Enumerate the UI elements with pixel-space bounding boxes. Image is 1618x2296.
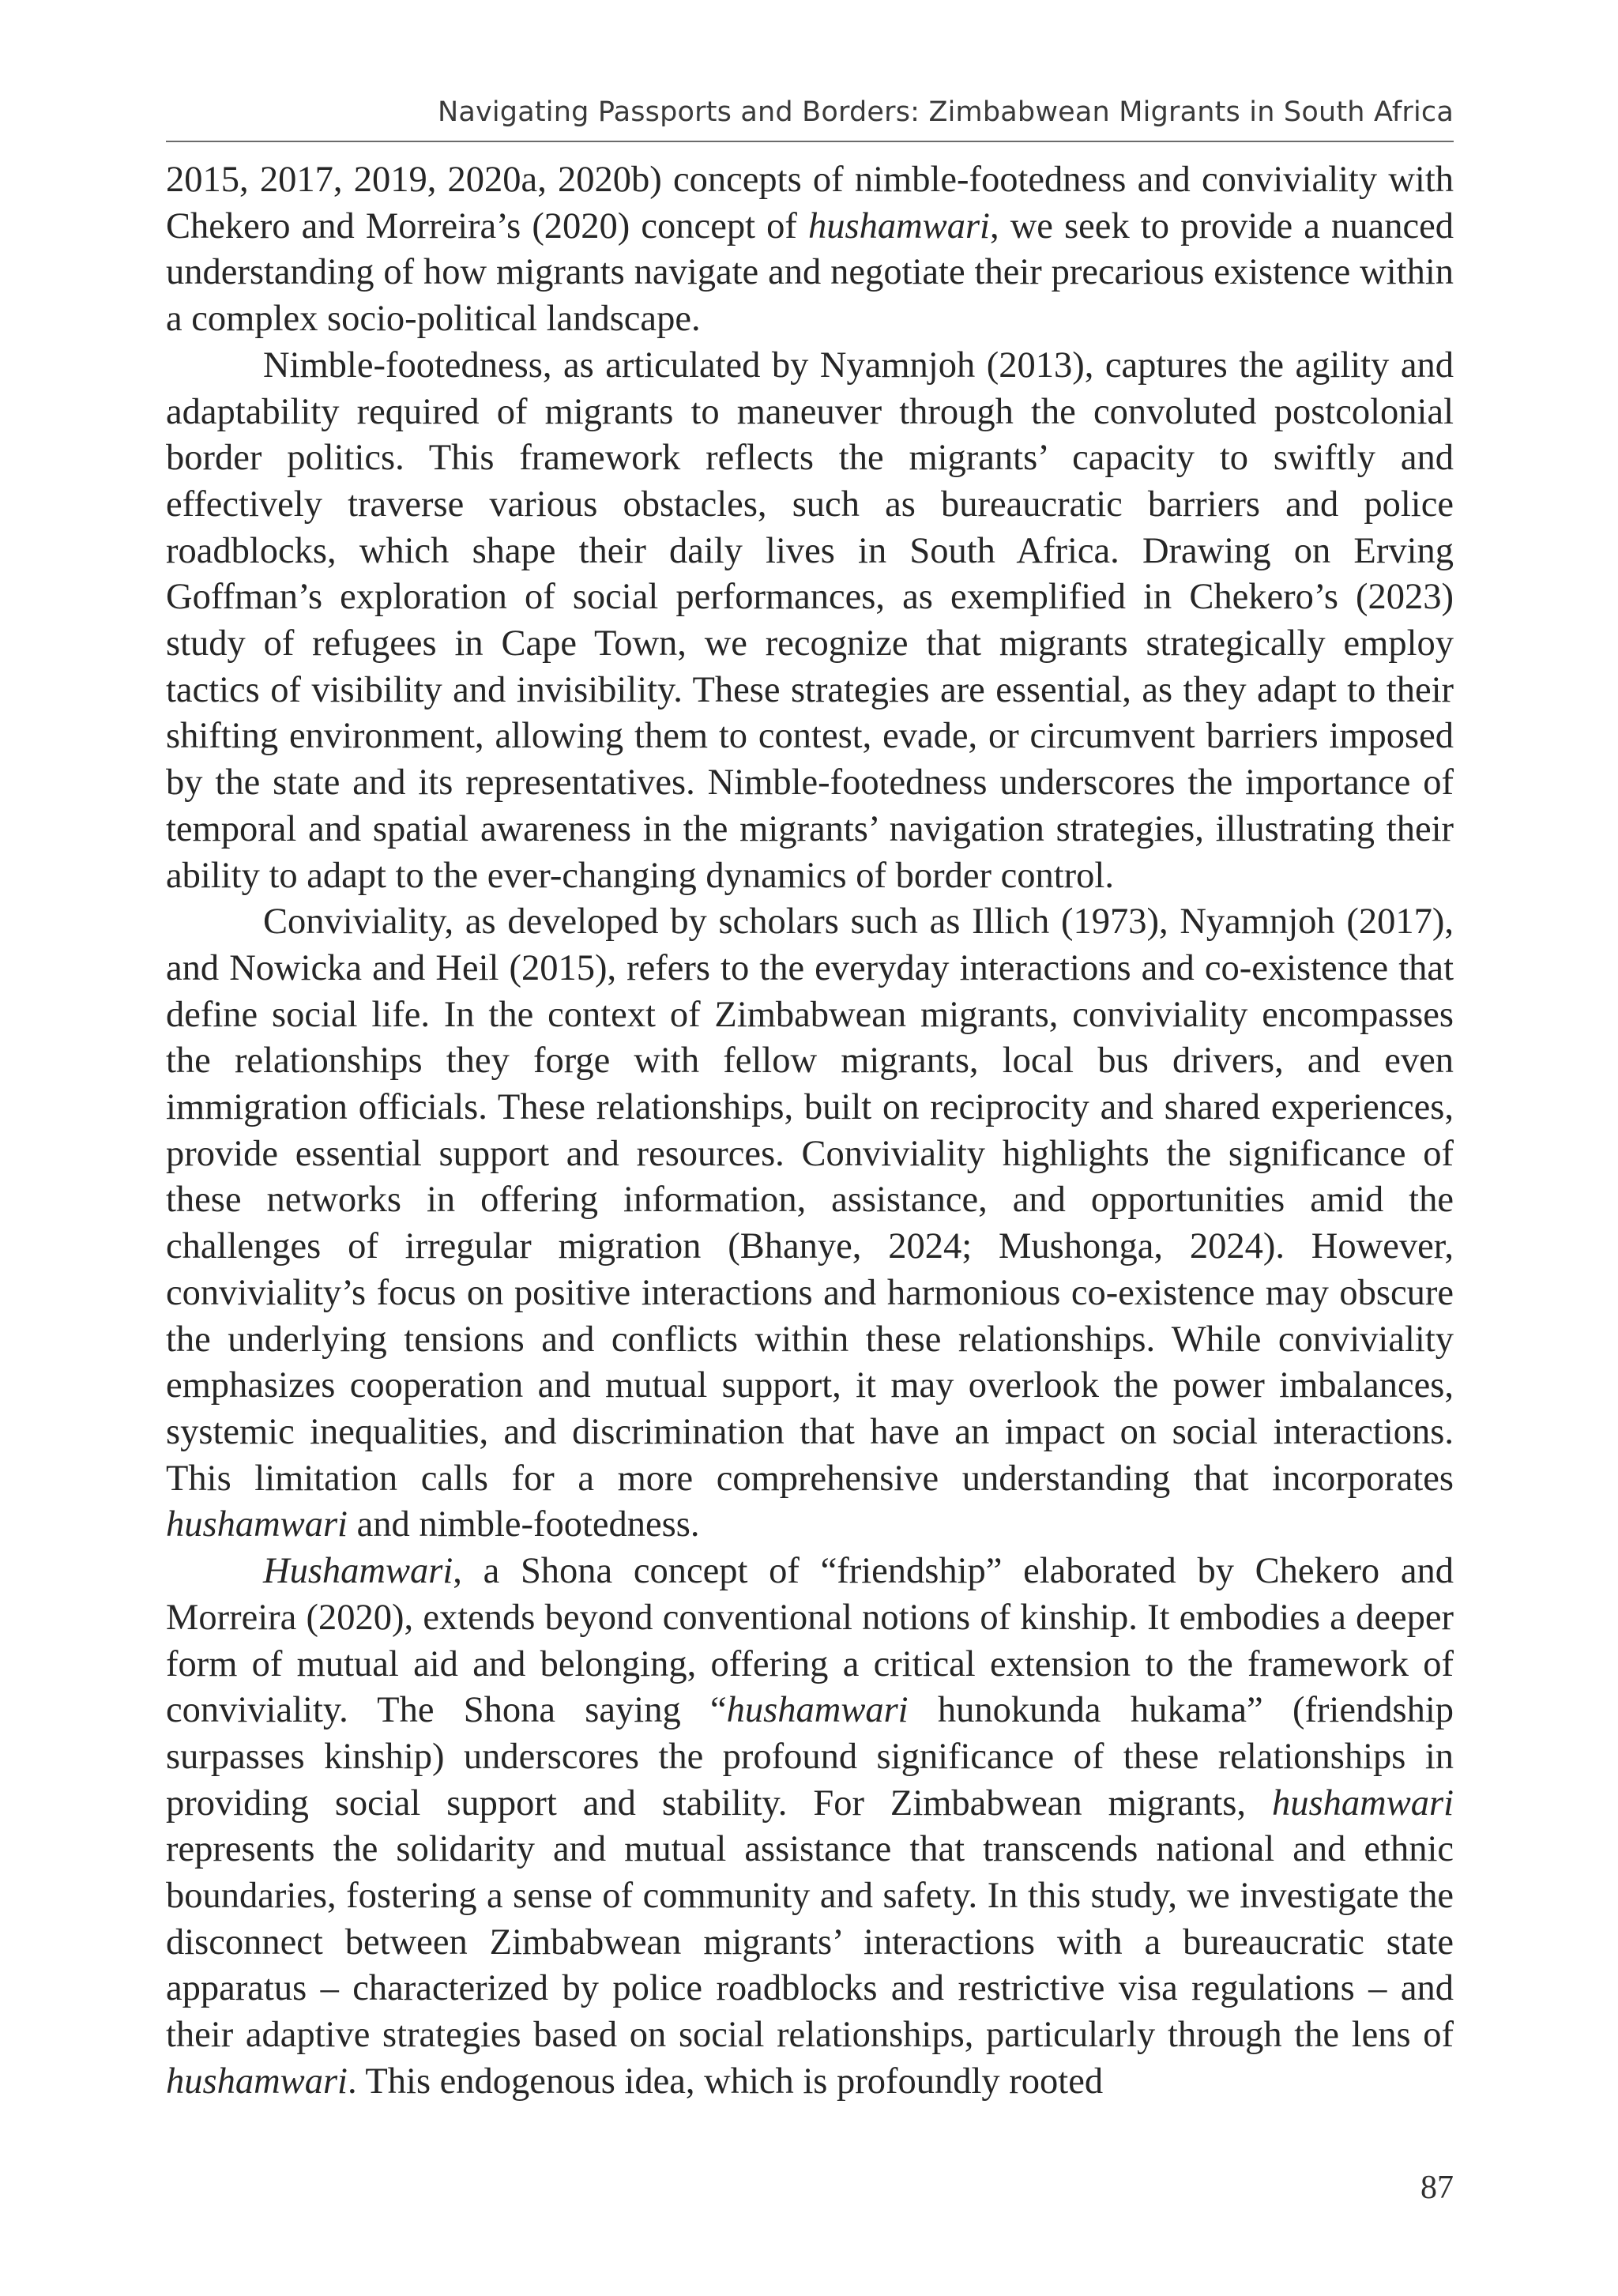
text-run: Nimble-footedness, as articulated by Nyamnjoh (2013), captures the agility and adaptability required of migrants to maneuver through the convoluted postcolonial border politics. This framework reflects the migrants’ capacity to swiftly and effectively traverse various obstacles, such as bureaucratic barriers and police roadblocks, which shape their daily lives in South Africa. Drawing on Erving Goffman’s exploration of social performances, as exemplified in Chekero’s (2023) study of refugees in Cape Town, we recognize that migrants strategically employ tactics of visibility and invisibility. These strategies are essential, as they adapt to their shifting environment, allowing them to contest, evade, or circumvent barriers imposed by the state and its representatives. Nimble-footedness underscores the importance of temporal and spatial awareness in the migrants’ navigation strategies, illustrating their ability to adapt to the ever-changing dynamics of border control. xyxy=(166,344,1454,896)
running-header: Navigating Passports and Borders: Zimbabwean Migrants in South Africa xyxy=(437,96,1454,128)
header-rule xyxy=(166,141,1454,142)
text-run: , a Shona concept of “friendship” elaborated by Chekero and Morreira (2020), extends beyond conventional notions of kinship. It embodies a deeper form of mutual aid and belonging, offering a critical extension to the framework of conviviality. The Shona saying “ xyxy=(166,1551,1454,1731)
italic-term: hushamwari xyxy=(166,2061,348,2102)
italic-term: hushamwari xyxy=(1272,1782,1454,1824)
paragraph-3 xyxy=(166,899,1454,1549)
italic-term: hushamwari xyxy=(166,1504,348,1545)
italic-term: hushamwari xyxy=(808,205,990,247)
text-run: Conviviality, as developed by scholars such as Illich (1973), Nyamnjoh (2017), and Nowicka and Heil (2015), refers to the everyday interactions and co-existence that define social life. In the context of Zimbabwean migrants, conviviality encompasses the relationships they forge with fellow migrants, local bus drivers, and even immigration officials. These relationships, built on reciprocity and shared experiences, provide essential support and resources. Conviviality highlights the significance of these networks in offering information, assistance, and opportunities amid the challenges of irregular migration (Bhanye, 2024; Mushonga, 2024). However, conviviality’s focus on positive interactions and harmonious co-existence may obscure the underlying tensions and conflicts within these relationships. While conviviality emphasizes cooperation and mutual support, it may overlook the power imbalances, systemic inequalities, and discrimination that have an impact on social interactions. This limitation calls for a more comprehensive understanding that incorporates xyxy=(166,901,1454,1499)
text-run: hunokunda hukama” (friendship surpasses kinship) underscores the profound significance of these relationships in providing social support and stability. For Zimbabwean migrants, xyxy=(166,1690,1454,1824)
text-run: represents the solidarity and mutual assistance that transcends national and ethnic boundaries, fostering a sense of community and safety. In this study, we investigate the disconnect between Zimbabwean migrants’ interactions with a bureaucratic state apparatus – characterized by police roadblocks and restrictive visa regulations – and their adaptive strategies based on social relationships, particularly through the lens of xyxy=(166,1829,1454,2056)
text-run: . This endogenous idea, which is profoundly rooted xyxy=(347,2061,1104,2102)
paragraph-1 xyxy=(166,157,1454,343)
text-run: 2015, 2017, 2019, 2020a, 2020b) concepts of nimble-footedness and conviviality with Chekero and Morreira’s (2020) concept of xyxy=(166,160,1454,247)
paragraph-2 xyxy=(166,343,1454,899)
page-number: 87 xyxy=(1420,2170,1454,2206)
italic-term: hushamwari xyxy=(726,1690,909,1731)
body-text xyxy=(166,157,1454,2106)
paragraph-4 xyxy=(166,1549,1454,2105)
text-run: and nimble-footedness. xyxy=(347,1504,700,1545)
italic-term: Hushamwari xyxy=(263,1551,453,1592)
text-run: , we seek to provide a nuanced understanding of how migrants navigate and negotiate their precarious existence within a complex socio-political landscape. xyxy=(166,205,1454,340)
